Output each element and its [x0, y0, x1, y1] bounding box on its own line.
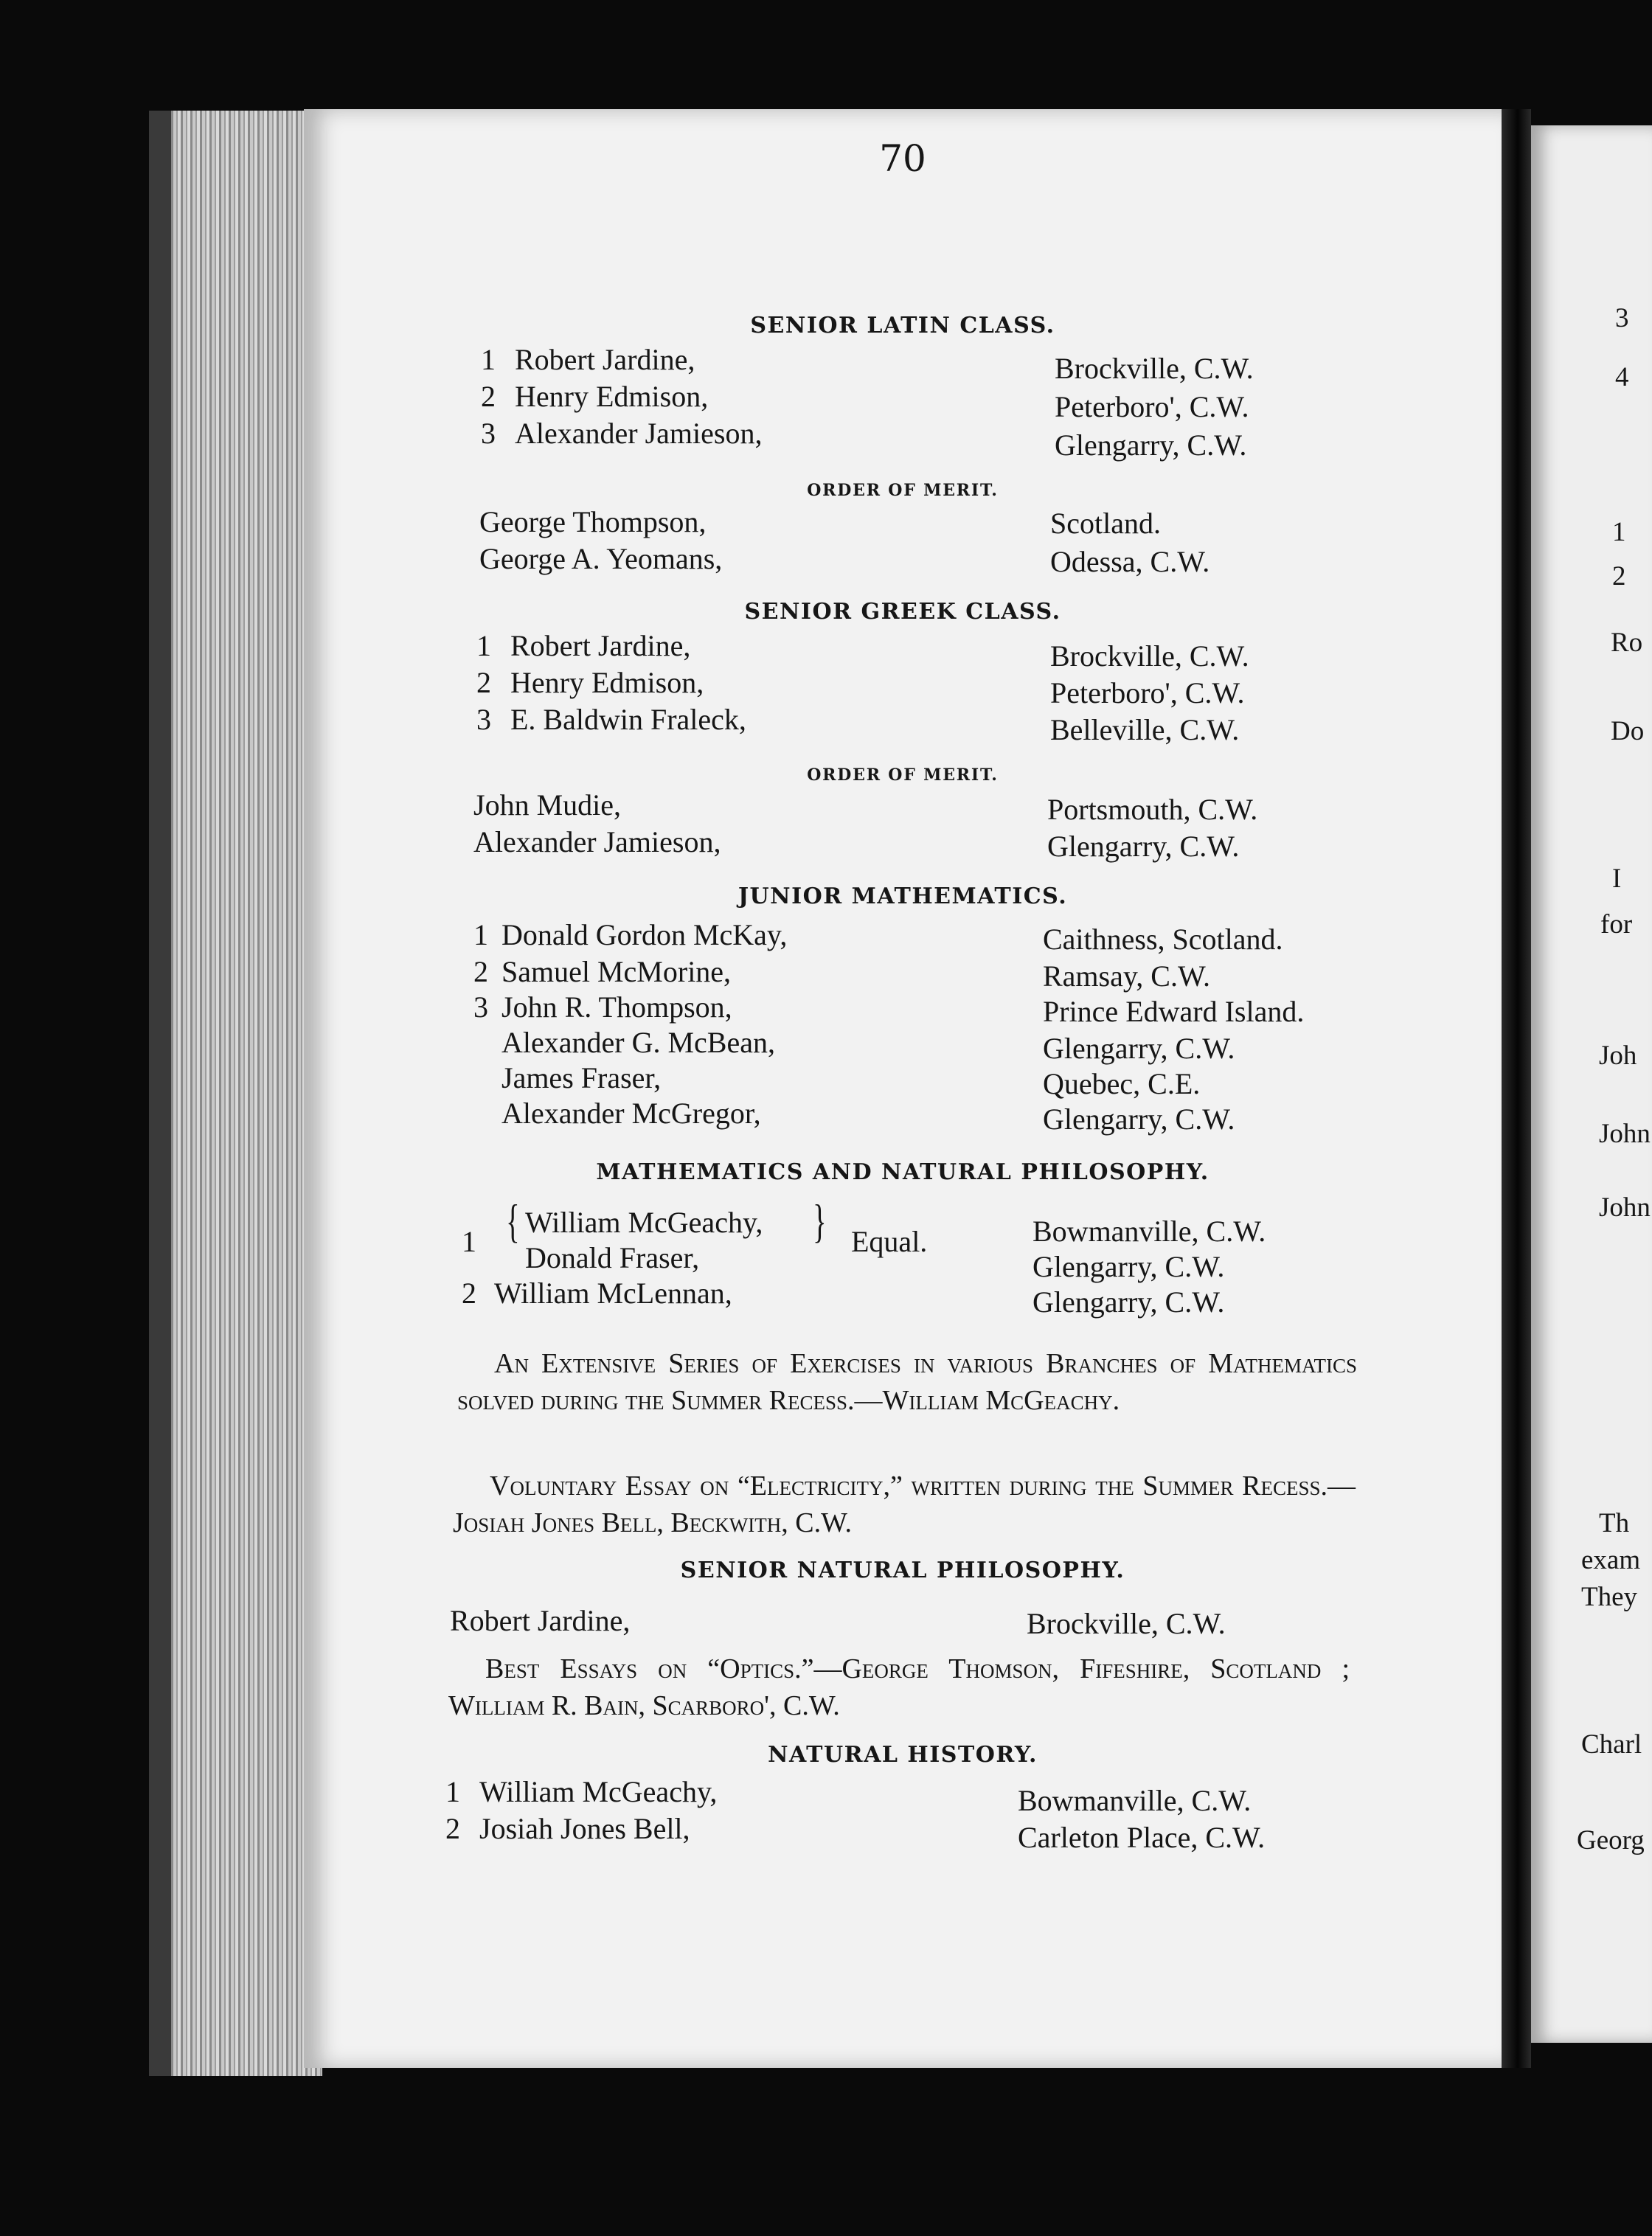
left-brace: {	[506, 1195, 520, 1247]
facing-fragment: for	[1600, 909, 1633, 940]
facing-fragment: I	[1612, 864, 1622, 894]
student-place: Carleton Place, C.W.	[1018, 1821, 1266, 1854]
section-heading-math-nat-phil: MATHEMATICS AND NATURAL PHILOSOPHY.	[596, 1159, 1210, 1185]
facing-fragment: Th	[1599, 1508, 1630, 1538]
student-place: Peterboro', C.W.	[1050, 676, 1245, 709]
student-name: Henry Edmison,	[515, 380, 709, 413]
student-name: Donald Gordon McKay,	[502, 918, 788, 951]
facing-fragment: Georg	[1577, 1825, 1645, 1855]
student-place: Brockville, C.W.	[1055, 352, 1254, 385]
rank-number: 1	[445, 1775, 460, 1808]
facing-fragment: exam	[1581, 1545, 1641, 1575]
rank-number: 2	[473, 955, 488, 988]
student-place: Belleville, C.W.	[1050, 713, 1240, 746]
equal-label: Equal.	[851, 1225, 928, 1258]
merit-place: Scotland.	[1050, 507, 1161, 540]
page-number: 70	[879, 137, 926, 180]
merit-place: Portsmouth, C.W.	[1047, 793, 1258, 826]
order-of-merit-heading: ORDER OF MERIT.	[807, 481, 999, 500]
student-name: Alexander McGregor,	[502, 1097, 761, 1130]
student-name: Josiah Jones Bell,	[479, 1812, 690, 1845]
section-heading-greek: SENIOR GREEK CLASS.	[744, 599, 1061, 625]
prize-paragraph: Best Essays on “Optics.”—George Thomson, Fifeshire, Scotland ; William R. Bain, Scarboro', C.W.	[448, 1653, 1350, 1721]
page-content	[304, 109, 1502, 2068]
rank-number: 2	[462, 1277, 476, 1310]
section-heading-senior-nat-phil: SENIOR NATURAL PHILOSOPHY.	[680, 1558, 1125, 1583]
merit-place: Odessa, C.W.	[1050, 545, 1210, 578]
student-place: Caithness, Scotland.	[1043, 923, 1283, 956]
merit-name: Alexander Jamieson,	[473, 825, 721, 858]
prize-paragraph: An Extensive Series of Exercises in various Branches of Mathematics solved during the Summer Recess.—William McGeachy.	[457, 1348, 1357, 1416]
book-gutter	[1502, 109, 1531, 2068]
student-name: Robert Jardine,	[515, 343, 695, 376]
merit-place: Glengarry, C.W.	[1047, 830, 1240, 863]
student-place: Glengarry, C.W.	[1032, 1250, 1225, 1283]
student-place: Quebec, C.E.	[1043, 1067, 1201, 1100]
facing-fragment: John	[1599, 1192, 1651, 1223]
student-place: Brockville, C.W.	[1027, 1607, 1226, 1640]
rank-number: 2	[481, 380, 496, 413]
facing-fragment: Do	[1611, 716, 1645, 746]
merit-name: George Thompson,	[479, 505, 707, 538]
section-heading-natural-history: NATURAL HISTORY.	[768, 1742, 1038, 1768]
student-name: Robert Jardine,	[510, 629, 691, 662]
student-place: Prince Edward Island.	[1043, 995, 1305, 1028]
student-place: Glengarry, C.W.	[1055, 428, 1247, 462]
student-name: William McGeachy,	[525, 1206, 763, 1239]
prize-paragraph: Voluntary Essay on “Electricity,” written during the Summer Recess.—Josiah Jones Bell, Beckwith, C.W.	[453, 1471, 1356, 1538]
student-place: Peterboro', C.W.	[1055, 390, 1249, 423]
student-name: James Fraser,	[502, 1061, 662, 1094]
student-name: William McGeachy,	[479, 1775, 718, 1808]
facing-fragment: John	[1599, 1119, 1651, 1149]
student-name: Alexander Jamieson,	[515, 417, 763, 450]
order-of-merit-heading: ORDER OF MERIT.	[807, 765, 999, 785]
rank-number: 3	[476, 703, 491, 736]
student-place: Glengarry, C.W.	[1043, 1032, 1235, 1065]
rank-number: 1	[473, 918, 488, 951]
student-place: Bowmanville, C.W.	[1032, 1215, 1266, 1248]
student-place: Glengarry, C.W.	[1043, 1103, 1235, 1136]
section-heading-latin: SENIOR LATIN CLASS.	[750, 313, 1055, 338]
facing-fragment: 1	[1612, 517, 1626, 547]
student-name: Alexander G. McBean,	[502, 1026, 775, 1059]
student-name: Henry Edmison,	[510, 666, 704, 699]
right-brace: }	[813, 1195, 827, 1247]
student-name: Robert Jardine,	[450, 1604, 631, 1637]
student-name: William McLennan,	[494, 1277, 732, 1310]
facing-fragment: 4	[1615, 362, 1629, 392]
section-heading-junior-math: JUNIOR MATHEMATICS.	[738, 883, 1068, 909]
student-name: John R. Thompson,	[502, 990, 732, 1024]
rank-number: 3	[473, 990, 488, 1024]
student-name: Samuel McMorine,	[502, 955, 732, 988]
rank-number: 2	[476, 666, 491, 699]
facing-page	[1531, 125, 1652, 2043]
facing-fragment: 3	[1615, 303, 1629, 333]
merit-name: John Mudie,	[473, 788, 621, 822]
facing-fragment: They	[1581, 1582, 1638, 1612]
student-place: Brockville, C.W.	[1050, 639, 1249, 673]
rank-number: 1	[462, 1225, 476, 1258]
facing-fragment: Joh	[1599, 1041, 1637, 1071]
student-place: Bowmanville, C.W.	[1018, 1784, 1252, 1817]
student-name: Donald Fraser,	[525, 1241, 700, 1274]
page-edges	[171, 111, 322, 2076]
rank-number: 1	[481, 343, 496, 376]
student-place: Ramsay, C.W.	[1043, 959, 1211, 993]
rank-number: 3	[481, 417, 496, 450]
student-place: Glengarry, C.W.	[1032, 1285, 1225, 1319]
student-name: E. Baldwin Fraleck,	[510, 703, 746, 736]
rank-number: 2	[445, 1812, 460, 1845]
merit-name: George A. Yeomans,	[479, 542, 723, 575]
rank-number: 1	[476, 629, 491, 662]
facing-fragment: 2	[1612, 561, 1626, 591]
facing-fragment: Ro	[1611, 628, 1643, 658]
facing-fragment: Charl	[1581, 1729, 1642, 1760]
